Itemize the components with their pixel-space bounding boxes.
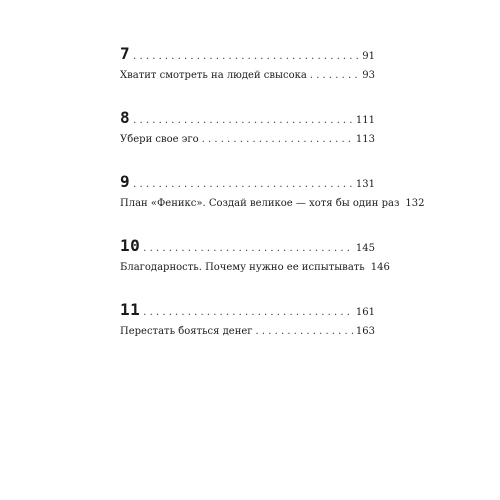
page-number: 161 xyxy=(355,307,375,318)
page-number: 146 xyxy=(370,262,390,273)
toc-title-entry xyxy=(120,198,425,216)
dot-leader xyxy=(256,326,353,337)
page-number: 111 xyxy=(355,115,375,126)
toc-title-entry xyxy=(120,134,375,152)
dot-leader xyxy=(133,51,359,62)
chapter-number: 8 xyxy=(120,108,131,127)
chapter-title: Благодарность. Почему нужно ее испытывать xyxy=(120,262,365,273)
toc-chapter-entry xyxy=(120,44,375,68)
page-number: 132 xyxy=(405,198,425,209)
chapter-number: 10 xyxy=(120,236,141,255)
chapter-number: 9 xyxy=(120,172,131,191)
chapter-number: 11 xyxy=(120,300,141,319)
toc-chapter-entry xyxy=(120,236,375,260)
toc-chapter-entry xyxy=(120,108,375,132)
toc-chapter-entry xyxy=(120,172,375,196)
toc-title-entry xyxy=(120,70,375,88)
toc-section-8 xyxy=(120,108,375,152)
page-number: 145 xyxy=(355,243,375,254)
page-number: 93 xyxy=(362,70,375,81)
chapter-number: 7 xyxy=(120,44,131,63)
dot-leader xyxy=(133,115,353,126)
chapter-title: Убери свое эго xyxy=(120,134,199,145)
chapter-title: Хватит смотреть на людей свысока xyxy=(120,70,307,81)
chapter-title: Перестать бояться денег xyxy=(120,326,253,337)
dot-leader xyxy=(202,134,353,145)
toc-title-entry xyxy=(120,262,390,280)
page-number: 131 xyxy=(355,179,375,190)
toc-section-11 xyxy=(120,300,375,344)
page-number: 113 xyxy=(355,134,375,145)
table-of-contents xyxy=(120,44,425,364)
dot-leader xyxy=(143,243,353,254)
page-number: 163 xyxy=(355,326,375,337)
dot-leader xyxy=(143,307,353,318)
page-number: 91 xyxy=(362,51,375,62)
toc-section-10 xyxy=(120,236,390,280)
toc-section-9 xyxy=(120,172,425,216)
toc-section-7 xyxy=(120,44,375,88)
dot-leader xyxy=(133,179,353,190)
toc-chapter-entry xyxy=(120,300,375,324)
chapter-title: План «Феникс». Создай великое — хотя бы один раз xyxy=(120,198,400,209)
toc-title-entry xyxy=(120,326,375,344)
dot-leader xyxy=(310,70,359,81)
